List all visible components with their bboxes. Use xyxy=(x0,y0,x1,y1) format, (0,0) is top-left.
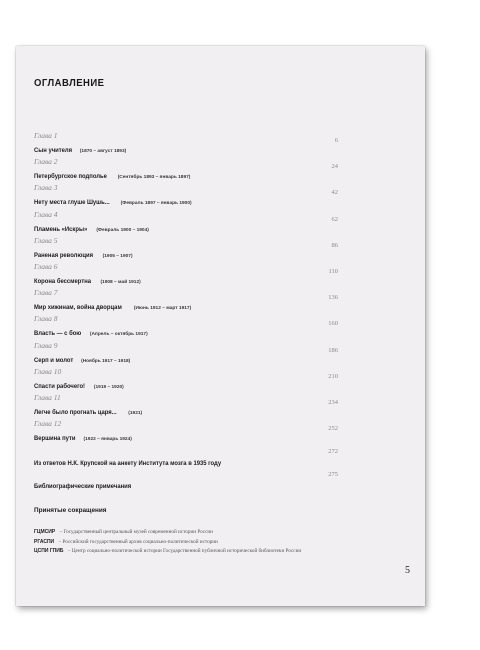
chapter-dates: (Июнь 1912 – март 1917) xyxy=(133,306,192,312)
chapter-number: Глава 1 xyxy=(34,131,58,140)
chapter-page: 252 xyxy=(328,425,338,433)
chapter-dates: (1870 – август 1893) xyxy=(79,149,127,154)
chapter-dates: (Сентябрь 1893 – январь 1897) xyxy=(117,175,191,181)
abbreviation-key: ГЦМСИР xyxy=(34,529,56,535)
toc-entry xyxy=(34,236,416,262)
abbreviation-item xyxy=(34,539,419,554)
chapter-number: Глава 4 xyxy=(34,209,58,219)
book-page xyxy=(16,46,425,606)
chapter-page: 136 xyxy=(328,294,338,302)
chapter-dates: (1905 – 1907) xyxy=(102,253,133,259)
chapter-number: Глава 5 xyxy=(34,235,58,245)
abbreviation-text: – Российский государственный архив социально-политической истории xyxy=(58,538,218,545)
entry-line xyxy=(34,475,140,493)
page-number: 5 xyxy=(405,565,410,576)
extra-title: Из ответов Н.К. Крупской на анкету Института мозга в 1935 году xyxy=(34,460,222,468)
chapter-page: 86 xyxy=(331,241,338,249)
toc-entry xyxy=(34,367,416,393)
chapter-title: Раненая революция xyxy=(34,251,94,259)
chapter-dates: (Февраль 1900 – 1904) xyxy=(96,227,149,233)
toc-entry xyxy=(34,183,416,209)
toc-entry xyxy=(34,157,416,183)
chapter-number: Глава 11 xyxy=(34,392,61,402)
chapter-page: 62 xyxy=(331,215,338,223)
chapter-title: Серп и молот xyxy=(34,356,74,364)
entry-line xyxy=(34,244,133,262)
chapter-dates: (1908 – май 1912) xyxy=(100,279,141,285)
chapter-page: 24 xyxy=(331,163,338,171)
toc-entry xyxy=(34,393,416,419)
entry-line xyxy=(34,322,148,340)
chapter-number: Глава 2 xyxy=(34,157,58,167)
chapter-dates: (1921) xyxy=(128,410,143,416)
toc-entry xyxy=(34,341,416,367)
entry-line xyxy=(34,270,141,288)
chapter-dates: (Апрель – октябрь 1917) xyxy=(89,332,148,338)
chapter-title: Нету места глуше Шушь... xyxy=(34,199,110,207)
chapter-number: Глава 7 xyxy=(34,288,58,298)
chapter-dates: (Ноябрь 1917 – 1918) xyxy=(81,358,131,364)
chapter-number: Глава 10 xyxy=(34,366,62,376)
chapter-title: Власть — с бою xyxy=(34,330,82,338)
chapter-title: Сын учителя xyxy=(34,147,73,154)
chapter-page: 110 xyxy=(328,267,338,275)
entry-line xyxy=(34,296,191,314)
chapter-dates: (Февраль 1897 – январь 1900) xyxy=(120,201,192,207)
abbreviation-key: ЦСПИ ГПИБ xyxy=(34,548,64,554)
chapter-title: Пламень «Искры» xyxy=(34,225,88,233)
chapter-title: Корона бессмертна xyxy=(34,277,92,285)
entry-line xyxy=(34,427,132,445)
toc-extra-entry xyxy=(34,471,416,494)
extra-title: Библиографические примечания xyxy=(34,483,132,491)
chapter-number: Глава 6 xyxy=(34,261,58,271)
entry-line xyxy=(34,139,126,157)
chapter-title: Мир хижинам, война дворцам xyxy=(34,304,122,312)
chapter-page: 210 xyxy=(328,372,338,380)
chapter-title: Легче было прогнать царя... xyxy=(34,408,117,416)
abbreviation-key: РГАСПИ xyxy=(34,538,55,545)
chapter-page: 234 xyxy=(328,398,338,406)
abbreviations-list xyxy=(34,520,419,554)
chapter-number: Глава 3 xyxy=(34,183,58,193)
chapter-page: 6 xyxy=(334,137,338,144)
entry-line xyxy=(34,452,237,470)
chapter-number: Глава 9 xyxy=(34,340,58,350)
chapter-title: Вершина пути xyxy=(34,435,76,443)
extra-page: 272 xyxy=(328,448,338,456)
toc-entry xyxy=(34,288,416,314)
toc-heading: ОГЛАВЛЕНИЕ xyxy=(34,78,105,89)
abbreviation-text: – Центр социально-политической истории Государственной публичной исторической библиотеки России xyxy=(67,548,302,554)
extra-page: 275 xyxy=(328,471,338,479)
toc-list xyxy=(34,131,416,494)
toc-entry xyxy=(34,262,416,288)
chapter-dates: (1919 – 1920) xyxy=(93,384,124,390)
toc-entry xyxy=(34,419,416,445)
toc-entry xyxy=(34,314,416,340)
chapter-page: 42 xyxy=(331,189,338,197)
chapter-page: 186 xyxy=(328,346,338,354)
chapter-title: Спасти рабочего! xyxy=(34,382,86,390)
chapter-dates: (1922 – январь 1924) xyxy=(83,437,132,443)
toc-extra-entry xyxy=(34,448,416,471)
chapter-number: Глава 12 xyxy=(34,419,62,429)
entry-line xyxy=(34,349,130,367)
entry-line xyxy=(34,375,124,393)
chapter-number: Глава 8 xyxy=(34,314,58,324)
entry-line xyxy=(34,165,190,183)
chapter-page: 160 xyxy=(328,320,338,328)
entry-line xyxy=(34,191,192,209)
toc-entry xyxy=(34,210,416,236)
abbreviations-heading: Принятые сокращения xyxy=(34,507,107,514)
abbreviation-item xyxy=(34,530,419,545)
entry-line xyxy=(34,218,149,236)
abbreviation-item xyxy=(34,520,419,535)
chapter-title: Петербургское подполье xyxy=(34,173,107,181)
toc-entry xyxy=(34,131,416,157)
abbreviation-text: – Государственный центральный музей современной истории России xyxy=(59,529,213,535)
entry-line xyxy=(34,401,142,419)
